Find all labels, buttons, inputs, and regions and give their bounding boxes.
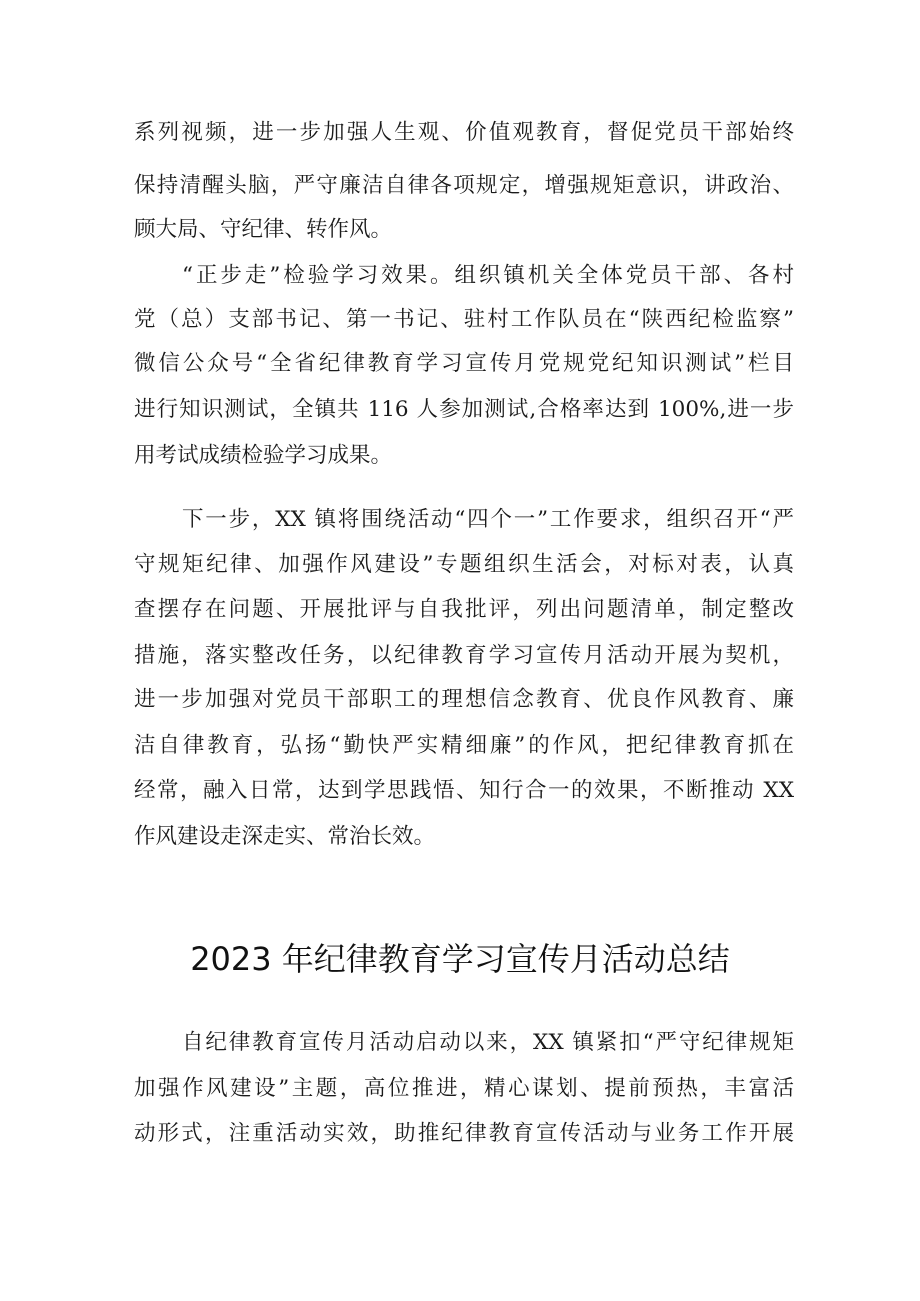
paragraph-3-line-7: 经常，融入日常，达到学思践悟、知行合一的效果，不断推动 XX [134,778,794,803]
paragraph-3-line-4: 措施，落实整改任务，以纪律教育学习宣传月活动开展为契机， [134,643,794,668]
paragraph-3-line-5: 进一步加强对党员干部职工的理想信念教育、优良作风教育、廉 [134,687,794,712]
paragraph-1-line-3: 顾大局、守纪律、转作风。 [134,217,393,242]
paragraph-2-line-3: 微信公众号“全省纪律教育学习宣传月党规党纪知识测试”栏目 [134,351,794,376]
document-title: 2023 年纪律教育学习宣传月活动总结 [190,940,730,978]
summary-line-2: 加强作风建设”主题，高位推进，精心谋划、提前预热，丰富活 [134,1076,794,1101]
paragraph-3-line-1: 下一步，XX 镇将围绕活动“四个一”工作要求，组织召开“严 [182,507,794,532]
paragraph-1-line-2: 保持清醒头脑，严守廉洁自律各项规定，增强规矩意识，讲政治、 [134,173,794,198]
paragraph-1-line-1: 系列视频，进一步加强人生观、价值观教育，督促党员干部始终 [134,120,794,145]
paragraph-3-line-8: 作风建设走深走实、常治长效。 [134,824,436,849]
paragraph-2-line-5: 用考试成绩检验学习成果。 [134,443,393,468]
paragraph-3-line-6: 洁自律教育，弘扬“勤快严实精细廉”的作风，把纪律教育抓在 [134,733,794,758]
paragraph-3-line-2: 守规矩纪律、加强作风建设”专题组织生活会，对标对表，认真 [134,552,794,577]
paragraph-2-line-1: “正步走”检验学习效果。组织镇机关全体党员干部、各村 [182,263,794,288]
paragraph-3-line-3: 查摆存在问题、开展批评与自我批评，列出问题清单，制定整改 [134,597,794,622]
summary-line-3: 动形式，注重活动实效，助推纪律教育宣传活动与业务工作开展 [134,1121,794,1146]
summary-line-1: 自纪律教育宣传月活动启动以来，XX 镇紧扣“严守纪律规矩 [182,1030,794,1055]
paragraph-2-line-4: 进行知识测试，全镇共 116 人参加测试,合格率达到 100%,进一步 [134,397,794,422]
paragraph-2-line-2: 党（总）支部书记、第一书记、驻村工作队员在“陕西纪检监察” [134,307,794,332]
